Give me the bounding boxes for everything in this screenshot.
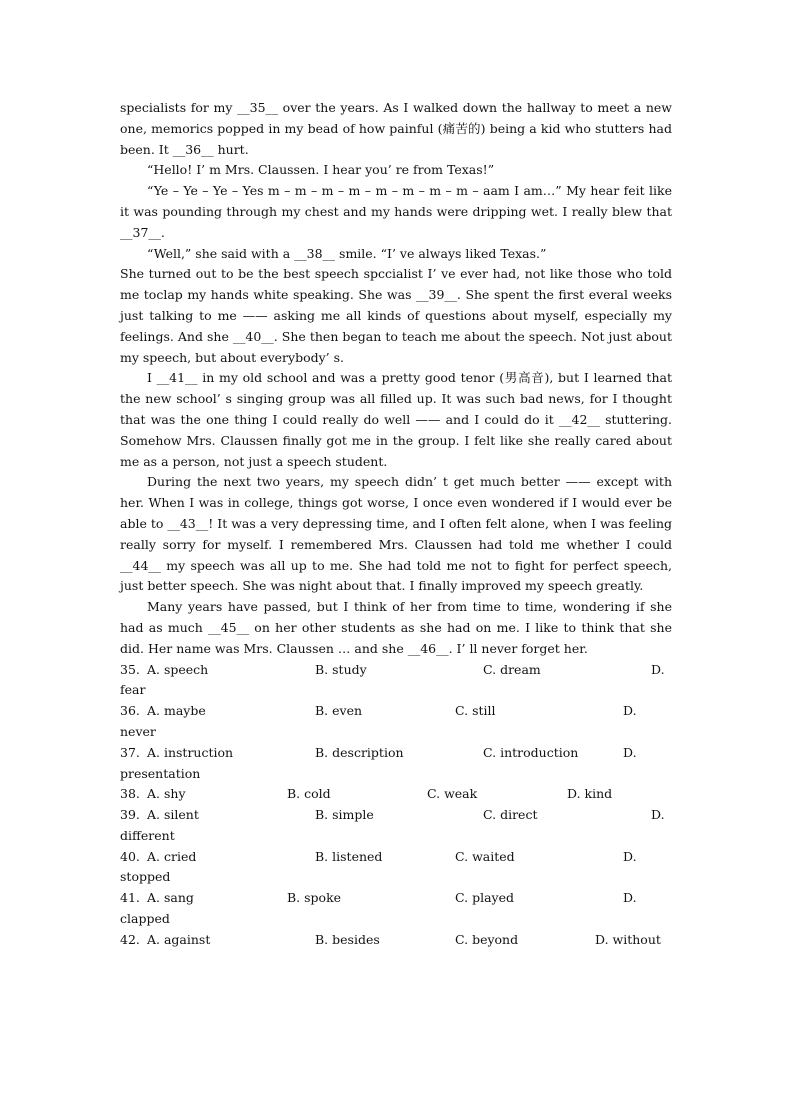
question-item [120, 701, 672, 743]
option-a: A. sang [147, 890, 194, 906]
passage-paragraph: “Ye – Ye – Ye – Yes m – m – m – m – m – m – m – m – aam I am…” My hear feit like it was pounding through my chest and my hands were dripping wet. I really blew that __37__. [120, 183, 672, 240]
option-a: A. maybe [147, 703, 206, 719]
option-d-continued: stopped [120, 869, 171, 885]
option-c: C. dream [483, 661, 541, 677]
passage-paragraph: She turned out to be the best speech spccialist I’ ve ever had, not like those who told me toclap my hands white speaking. She was __39__. She spent the first everal weeks just talking to me —— asking me all kinds of questions about myself, especially my feelings. And she __40__. She then began to teach me about the speech. Not just about my speech, but about everybody’ s. [120, 266, 672, 365]
question-number: 35. [120, 661, 140, 677]
option-c: C. waited [455, 848, 515, 864]
option-a: A. instruction [147, 744, 234, 760]
passage-paragraph: specialists for my __35__ over the years. As I walked down the hallway to meet a new one, memorics popped in my bead of how painful (痛苦的) being a kid who stutters had been. It __36__ hurt. [120, 100, 672, 157]
option-a: A. cried [147, 848, 197, 864]
option-b: B. study [315, 661, 367, 677]
option-c: C. beyond [455, 931, 519, 947]
option-c: C. played [455, 890, 514, 906]
question-item [120, 888, 672, 930]
passage-paragraph: “Well,” she said with a __38__ smile. “I’ ve always liked Texas.” [147, 245, 547, 261]
question-number: 40. [120, 848, 140, 864]
document-page [120, 98, 672, 951]
question-item [120, 930, 672, 951]
option-d-continued: clapped [120, 911, 170, 927]
option-d: D. without [595, 931, 661, 947]
option-d: D. [623, 703, 637, 719]
option-b: B. description [315, 744, 404, 760]
option-b: B. cold [287, 786, 331, 802]
question-item [120, 743, 672, 785]
question-item [120, 784, 672, 805]
option-a: A. against [147, 931, 211, 947]
option-b: B. even [315, 703, 363, 719]
option-b: B. simple [315, 807, 374, 823]
question-number: 37. [120, 744, 140, 760]
option-d: D. [651, 807, 665, 823]
passage-paragraph: Many years have passed, but I think of her from time to time, wondering if she had as much __45__ on her other students as she had on me. I like to think that she did. Her name was Mrs. Claussen … and she __46__. I’ ll never forget her. [120, 599, 672, 656]
question-item [120, 805, 672, 847]
question-number: 39. [120, 807, 140, 823]
question-item [120, 660, 672, 702]
reading-passage [120, 98, 672, 660]
option-d-continued: never [120, 723, 156, 739]
option-d: D. kind [567, 786, 613, 802]
option-d: D. [623, 890, 637, 906]
option-a: A. silent [147, 807, 199, 823]
option-b: B. spoke [287, 890, 342, 906]
passage-paragraph: “Hello! I’ m Mrs. Claussen. I hear you’ re from Texas!” [147, 162, 495, 178]
option-d: D. [651, 661, 665, 677]
passage-paragraph: During the next two years, my speech didn’ t get much better —— except with her. When I was in college, things got worse, I once even wondered if I would ever be able to __43__! It was a very depressing time, and I often felt alone, when I was feeling really sorry for myself. I remembered Mrs. Claussen had told me whether I could __44__ my speech was all up to me. She had told me not to fight for perfect speech, just better speech. She was night about that. I finally improved my speech greatly. [120, 474, 672, 594]
option-b: B. listened [315, 848, 383, 864]
question-number: 42. [120, 931, 140, 947]
option-a: A. speech [147, 661, 209, 677]
option-b: B. besides [315, 931, 380, 947]
question-item [120, 847, 672, 889]
option-d: D. [623, 744, 637, 760]
option-a: A. shy [147, 786, 186, 802]
option-d-continued: different [120, 827, 175, 843]
question-list [120, 660, 672, 951]
question-number: 36. [120, 703, 140, 719]
option-d: D. [623, 848, 637, 864]
option-d-continued: fear [120, 682, 146, 698]
option-c: C. direct [483, 807, 538, 823]
option-c: C. weak [427, 786, 478, 802]
option-d-continued: presentation [120, 765, 201, 781]
option-c: C. introduction [483, 744, 579, 760]
question-number: 38. [120, 786, 140, 802]
passage-paragraph: I __41__ in my old school and was a pretty good tenor (男高音), but I learned that the new school’ s singing group was all filled up. It was such bad news, for I thought that was the one thing I could really do well —— and I could do it __42__ stuttering. Somehow Mrs. Claussen finally got me in the group. I felt like she really cared about me as a person, not just a speech student. [120, 370, 672, 469]
option-c: C. still [455, 703, 496, 719]
question-number: 41. [120, 890, 140, 906]
